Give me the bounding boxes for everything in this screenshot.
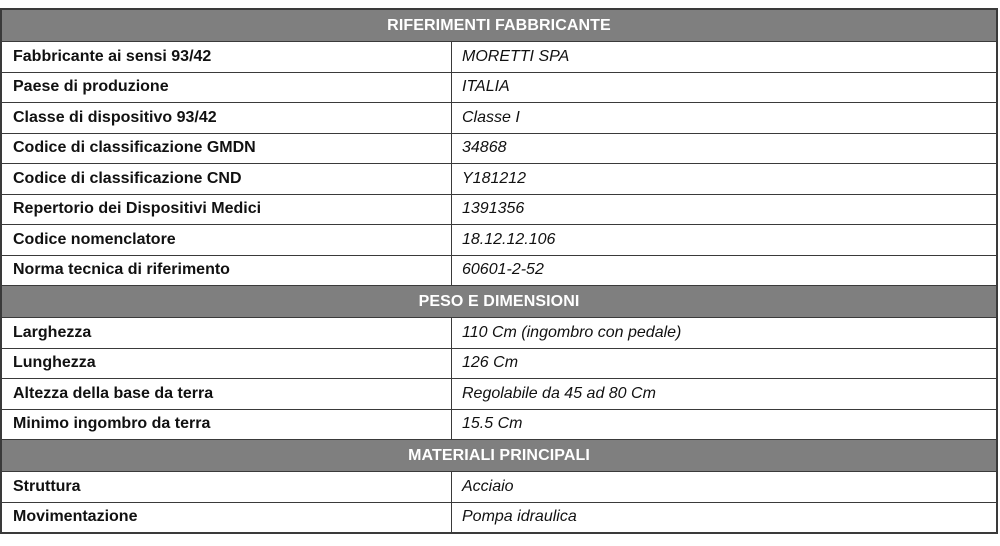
row-label: Paese di produzione: [2, 72, 452, 103]
section-header-manufacturer: [2, 10, 997, 42]
row-value: 18.12.12.106: [452, 225, 997, 256]
row-value: 60601-2-52: [452, 255, 997, 286]
row-value: Regolabile da 45 ad 80 Cm: [452, 379, 997, 410]
row-value: MORETTI SPA: [452, 42, 997, 73]
row-value: 15.5 Cm: [452, 409, 997, 440]
table-row: [2, 318, 997, 349]
table-row: [2, 164, 997, 195]
row-value: Pompa idraulica: [452, 502, 997, 533]
table-row: [2, 42, 997, 73]
table-row: [2, 255, 997, 286]
row-value: 110 Cm (ingombro con pedale): [452, 318, 997, 349]
row-label: Larghezza: [2, 318, 452, 349]
page-top-margin: [0, 0, 1000, 8]
row-label: Classe di dispositivo 93/42: [2, 103, 452, 134]
table-row: [2, 103, 997, 134]
table-row: [2, 72, 997, 103]
table-row: [2, 348, 997, 379]
row-label: Codice di classificazione CND: [2, 164, 452, 195]
section-title: MATERIALI PRINCIPALI: [2, 440, 997, 472]
row-label: Codice di classificazione GMDN: [2, 133, 452, 164]
row-label: Struttura: [2, 472, 452, 503]
row-value: ITALIA: [452, 72, 997, 103]
section-title: PESO E DIMENSIONI: [2, 286, 997, 318]
section-header-dimensions: [2, 286, 997, 318]
row-label: Minimo ingombro da terra: [2, 409, 452, 440]
row-value: Classe I: [452, 103, 997, 134]
row-label: Movimentazione: [2, 502, 452, 533]
spec-table: [1, 9, 997, 533]
table-row: [2, 194, 997, 225]
section-header-materials: [2, 440, 997, 472]
row-value: 34868: [452, 133, 997, 164]
row-label: Fabbricante ai sensi 93/42: [2, 42, 452, 73]
row-value: Acciaio: [452, 472, 997, 503]
section-title: RIFERIMENTI FABBRICANTE: [2, 10, 997, 42]
row-label: Repertorio dei Dispositivi Medici: [2, 194, 452, 225]
table-row: [2, 502, 997, 533]
row-label: Lunghezza: [2, 348, 452, 379]
table-row: [2, 379, 997, 410]
row-label: Codice nomenclatore: [2, 225, 452, 256]
row-label: Norma tecnica di riferimento: [2, 255, 452, 286]
row-value: Y181212: [452, 164, 997, 195]
table-row: [2, 409, 997, 440]
row-value: 126 Cm: [452, 348, 997, 379]
row-label: Altezza della base da terra: [2, 379, 452, 410]
spec-sheet: [0, 8, 998, 534]
table-row: [2, 472, 997, 503]
table-row: [2, 133, 997, 164]
row-value: 1391356: [452, 194, 997, 225]
table-row: [2, 225, 997, 256]
